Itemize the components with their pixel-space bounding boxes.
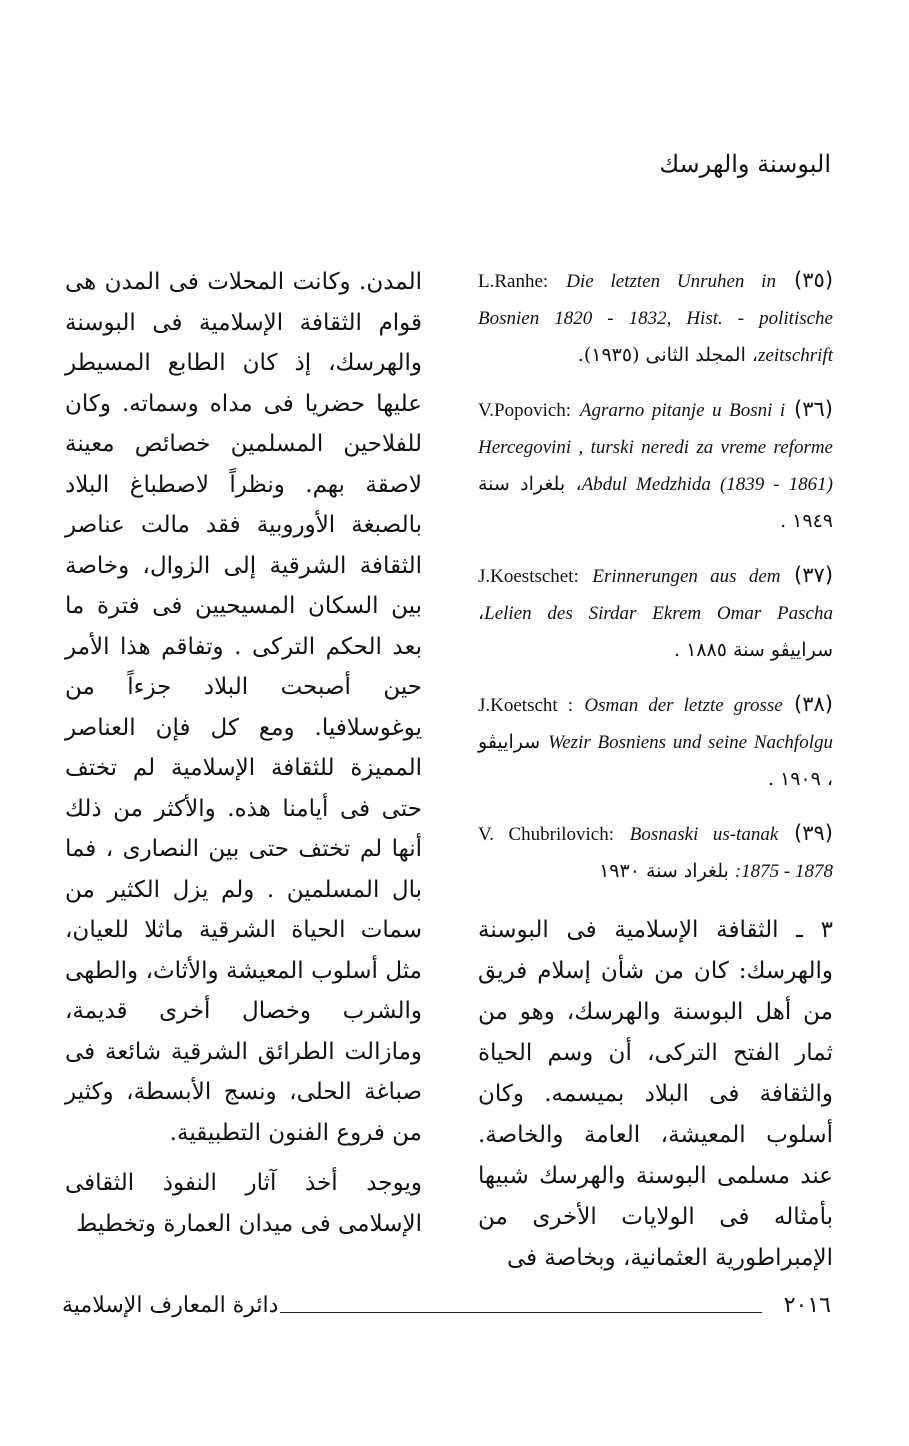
footnote-arabic: بلغراد سنة ١٩٣٠: [599, 860, 735, 882]
running-head: البوسنة والهرسك: [659, 150, 831, 178]
footnote-title: Bosnaski us-tanak :1875 - 1878: [629, 824, 833, 882]
footnote: [478, 391, 833, 540]
footnote: [478, 686, 833, 798]
footnotes-column: [478, 262, 833, 1279]
footnote-author: V. Chubrilovich:: [478, 824, 615, 845]
footnote-title: Agrarno pitanje u Bosni i Hercegovini , turski neredi za vreme reforme Abdul Medzhida (1839 - 1861): [478, 400, 833, 495]
footnote-author: J.Koetscht :: [478, 695, 574, 716]
footnote-author: J.Koestschet:: [478, 566, 579, 587]
footnote-number: (٣٥): [794, 268, 834, 292]
footnote-arabic: ، بلغراد سنة ١٩٤٩ .: [478, 473, 833, 532]
footer-title: دائرة المعارف الإسلامية: [62, 1293, 279, 1318]
footnote-number: (٣٦): [794, 397, 833, 421]
footnote-number: (٣٨): [794, 692, 833, 716]
footnote-title: Erinnerungen aus dem Lelien des Sirdar Ekrem Omar Pascha: [484, 566, 833, 624]
footnote: [478, 262, 833, 374]
footnote-title: Die letzten Unruhen in Bosnien 1820 - 1832, Hist. - politische zeitschrift: [478, 271, 833, 366]
footnote: [478, 815, 833, 890]
body-paragraph: ويوجد أخذ آثار النفوذ الثقافى الإسلامى فى ميدان العمارة وتخطيط: [65, 1170, 422, 1237]
footnote-number: (٣٩): [794, 821, 833, 845]
footnote-author: V.Popovich:: [478, 400, 572, 421]
section-paragraph: ٣ ـ الثقافة الإسلامية فى البوسنة والهرسك: كان من شأن إسلام فريق من أهل البوسنة والهرسك، وهو من ثمار الفتح التركى، أن وسم الحياة والثقافة فى البلاد بميسمه. وكان أسلوب المعيشة، العامة والخاصة. عند مسلمى البوسنة والهرسك شبيها بأمثاله فى الولايات الأخرى من الإمبراطورية العثمانية، وبخاصة فى: [478, 917, 833, 1271]
footnote-arabic: سراييڤو ، ١٩٠٩ .: [478, 731, 833, 790]
footnote-number: (٣٧): [794, 563, 834, 587]
footnote: [478, 557, 833, 669]
footnote-title: Osman der letzte grosse Wezir Bosniens und seine Nachfolgu: [548, 695, 833, 753]
footnote-author: L.Ranhe:: [478, 271, 549, 292]
footnote-arabic: ، سراييڤو سنة ١٨٨٥ .: [478, 602, 833, 661]
page-number: ٢٠١٦: [783, 1293, 831, 1318]
body-paragraph: المدن. وكانت المحلات فى المدن هى قوام الثقافة الإسلامية فى البوسنة والهرسك، إذ كان الطابع المسيطر عليها حضريا فى مداه وسماته. وكان للفلاحين المسلمين خصائص معينة لاصقة بهم. ونظراً لاصطباغ البلاد بالصبغة الأوروبية فقد مالت عناصر الثقافة الشرقية إلى الزوال، وخاصة بين السكان المسيحيين فى فترة ما بعد الحكم التركى . وتفاقم هذا الأمر حين أصبحت البلاد جزءاً من يوغوسلافيا. ومع كل فإن العناصر المميزة للثقافة الإسلامية لم تختف حتى فى أيامنا هذه. والأكثر من ذلك أنها لم تختف حتى بين النصارى ، فما بال المسلمين . ولم يزل الكثير من سمات الحياة الشرقية ماثلا للعيان، مثل أسلوب المعيشة والأثاث، والطهى والشرب وخصال أخرى قديمة، ومازالت الطرائق الشرقية شائعة فى صباغة الحلى، ونسج الأبسطة، وكثير من فروع الفنون التطبيقية.: [65, 269, 422, 1146]
footer-rule: [280, 1312, 762, 1313]
body-column: [65, 262, 422, 1254]
footnote-arabic: ، المجلد الثانى (١٩٣٥).: [577, 344, 759, 366]
